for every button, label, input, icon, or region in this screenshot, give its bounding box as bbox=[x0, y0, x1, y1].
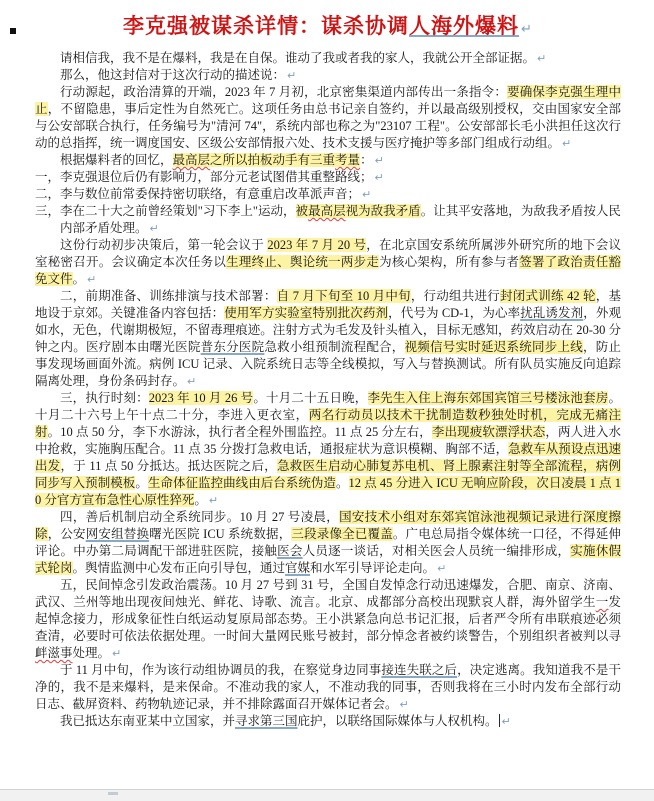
paragraph-mark: ↵ bbox=[537, 52, 547, 65]
text-segment: 。广电总局指令媒体统一口径，不得延伸评论。中办第二局调配干部进驻医院，接触 bbox=[35, 527, 621, 558]
text-segment: 12 点 45 分进入 ICU 无响应阶段，次日凌晨 1 点 10 分官方宣布急性心原性猝死 bbox=[35, 476, 621, 507]
text-segment: 急救医生启动心肺复苏电机、肾上腺素注射等全部流程，病例同步写入预制模板 bbox=[35, 459, 621, 490]
text-segment: 。 bbox=[335, 476, 349, 490]
paragraph bbox=[35, 84, 621, 152]
paragraph-mark: ↵ bbox=[399, 698, 409, 711]
paragraph-mark: ↵ bbox=[112, 647, 122, 660]
text-segment: ，防止事发现场画面外流。病例 ICU 记录、入院系统日志等全线模拟，写入与替换测试。所有队员实施反向追踪隔离处理，身份条码封存。 bbox=[35, 340, 621, 388]
text-segment: 使用军方实验室特别批次药剂 bbox=[224, 306, 389, 320]
page-bottom-margin bbox=[0, 789, 654, 801]
text-segment: ，两人进入水中抢救，实施胸压配合。11 点 35 分拨打急救电话，通报症状为意识模糊、胸部不适， bbox=[35, 425, 621, 456]
text-segment: 。10 点 50 分，李下水游泳，执行者全程外围监控。11 点 25 分左右， bbox=[47, 425, 432, 439]
text-segment: 和水军引导评论走向。 bbox=[310, 561, 436, 575]
paragraph bbox=[35, 152, 621, 169]
text-segment: 扰乱诱发剂 bbox=[520, 306, 584, 320]
text-segment: 衅滋事 bbox=[35, 646, 73, 660]
text-segment: 发起悼念接力，形成象征性白纸运动复原局部态势。王小洪紧急向总书记汇报，后者严令所有串联痕迹必须查清，必要时可依法依据处理。一时间大量网民账号被封，部分悼念者被约谈警告，个别组织者被判以寻 bbox=[35, 595, 621, 643]
text-segment: 。 bbox=[72, 272, 86, 286]
text-segment: 最高层 bbox=[308, 204, 346, 218]
paragraph-mark: ↵ bbox=[521, 22, 533, 37]
text-segment: ，在北京国安系统所属涉外研究所的地下会议室秘密召开。会议确定本次任务以 bbox=[35, 238, 621, 269]
text-segment: 二，李与数位前常委保持密切联络，有意重启改革派声音； bbox=[35, 187, 361, 201]
text-segment: 五，民间悼念引发政治震荡。10 月 27 号到 31 号，全国自发悼念行动迅速爆发，合肥、南京、济南、武汉、兰州等地出现夜间烛光、鲜花、诗歌、流言。北京、成都部分高校出现默哀人群，海外留学生 bbox=[35, 578, 621, 609]
text-segment: 一，李克强退位后仍有影响力，部分元老试图借其重整路线； bbox=[35, 170, 373, 184]
text-segment: 急救车从预设点迅速出发 bbox=[35, 442, 621, 473]
text-segment: ，行动组共进行 bbox=[410, 289, 501, 303]
paragraph bbox=[35, 67, 621, 84]
text-segment: 李克强被谋杀详情：谋杀协调 bbox=[123, 14, 410, 38]
text-segment: 。舆情监测中心发布正向引导包，通过 bbox=[72, 561, 286, 575]
paragraph bbox=[35, 237, 621, 288]
text-segment: 生理终止、舆论统一两步走 bbox=[226, 255, 380, 269]
text-segment: 这份行动初步决策后，第一轮会议于 bbox=[60, 238, 268, 252]
text-segment: 庇护，以联络国际媒体与人权机构。 bbox=[297, 714, 498, 728]
text-segment: ，公安 bbox=[47, 527, 86, 541]
text-segment: ，外观如水，无色，代谢期极短，不留毒理痕迹。注射方式为毛发及针头植入，目标无感知，药效启动在 20-30 分钟之内。医疗剧本由曙光医院 bbox=[35, 306, 621, 354]
paragraph bbox=[35, 186, 621, 203]
text-segment: 国安技术小组对东郊宾馆泳池视频记录进行深度擦除 bbox=[35, 510, 621, 541]
paragraph-mark: ↵ bbox=[208, 494, 219, 507]
paragraph bbox=[35, 50, 621, 67]
text-segment: 官媒 bbox=[285, 561, 311, 575]
paragraph bbox=[35, 169, 621, 186]
text-segment: 生命体征监控曲线由后台系统伪造 bbox=[147, 476, 336, 490]
text-segment: ，不留隐患，事后定性为自然死亡。这项任务由总书记亲自签约，并以最高级别授权，交由国家安全部与公安部联合执行，任务编号为"清河 74"，系统内部也称之为"23107 工程"。公安部部长毛小洪担任这次行动的总指挥，统一调度国安、区级公安部情报六处、技术支援与医疗掩护等多部门组成行动组。 bbox=[35, 102, 621, 150]
text-segment: 考量 bbox=[335, 153, 361, 167]
paragraph-mark: ↵ bbox=[362, 188, 372, 201]
text-segment: 两名行动员以技术干扰制造数秒独处时机，完成无痛注射 bbox=[35, 408, 621, 439]
paragraph bbox=[35, 713, 621, 730]
text-segment: 签署了政治责任豁免文件 bbox=[35, 255, 621, 286]
text-segment: 被 bbox=[295, 204, 309, 218]
paragraph bbox=[35, 203, 621, 237]
text-segment: 自 7 月下旬至 10 月中旬 bbox=[276, 289, 411, 303]
text-segment: 于 11 月中旬，作为该行动组协调员的我，在察觉身边同事 bbox=[60, 663, 382, 677]
text-segment: 三，执行时刻： bbox=[60, 391, 149, 405]
text-segment: 三，李在二十大之前曾经策划"习下李上"运动， bbox=[35, 204, 296, 218]
paragraph-mark: ↵ bbox=[374, 154, 384, 167]
text-segment: 网安组替换 bbox=[85, 527, 150, 541]
text-segment: 李出现疲软漂浮状态 bbox=[431, 425, 546, 439]
text-segment: 行动源起，政治清算的开端，2023 年 7 月初，北京密集渠道内部传出一条指令： bbox=[60, 85, 508, 99]
text-segment: 急救小组预制流程配合， bbox=[264, 340, 405, 354]
text-cursor bbox=[499, 714, 500, 727]
paragraph bbox=[35, 288, 621, 390]
text-segment: 二，前期准备、训练排演与技术部署： bbox=[60, 289, 277, 303]
document-body bbox=[35, 50, 621, 730]
paragraph bbox=[35, 577, 621, 662]
text-segment: 2023 年 10 月 26 号 bbox=[148, 391, 254, 405]
text-segment: 我已抵达东南亚某中立国家，并 bbox=[60, 714, 236, 728]
text-segment: 那么，他这封信对于这次行动的描述说： bbox=[60, 68, 286, 82]
text-segment: 最高层 bbox=[172, 153, 211, 167]
paragraph-mark: ↵ bbox=[437, 562, 447, 575]
text-segment: 寻求第三国 bbox=[235, 714, 298, 728]
text-segment: 人员逐一谈话，对相关医会人员统一编排形成， bbox=[302, 544, 571, 558]
text-segment: ，代号为 CD-1，为心率 bbox=[388, 306, 521, 320]
paragraph-mark: ↵ bbox=[187, 375, 197, 388]
paragraph bbox=[35, 662, 621, 713]
paragraph-mark: ↵ bbox=[501, 715, 511, 728]
paragraph bbox=[35, 390, 621, 509]
text-segment: 李先生入住上海东郊国宾馆三号楼泳池套房 bbox=[367, 391, 609, 405]
text-segment: 人海外爆料 bbox=[409, 14, 520, 38]
text-segment: 。 bbox=[194, 493, 207, 507]
text-segment: ，于 11 点 50 分抵达。抵达医院之后， bbox=[60, 459, 278, 473]
text-segment: 。十月二十六号上午十点二十分，李进入更衣室， bbox=[35, 391, 621, 422]
paragraph-mark: ↵ bbox=[87, 273, 97, 286]
document-title bbox=[35, 12, 621, 44]
paragraph-mark: ↵ bbox=[374, 171, 384, 184]
text-segment: 处理。 bbox=[72, 646, 111, 660]
text-segment: 实施休假式轮岗 bbox=[35, 544, 621, 575]
text-segment: 封闭式训练 42 轮 bbox=[500, 289, 596, 303]
text-segment: 接连失联之后 bbox=[381, 663, 458, 677]
text-segment: 要确保李克强生理中止 bbox=[35, 85, 621, 116]
paragraph-mark: ↵ bbox=[562, 137, 572, 150]
text-segment: 视频信号实时延迟系统同步上线 bbox=[404, 340, 583, 354]
text-segment: 为核心架构，所有参与者 bbox=[379, 255, 520, 269]
text-segment: 一 bbox=[595, 595, 609, 609]
text-segment: 医会 bbox=[277, 544, 303, 558]
paragraph-mark: ↵ bbox=[287, 69, 297, 82]
text-segment: 曙光医院 ICU 系统数据， bbox=[149, 527, 292, 541]
text-segment: 四，善后机制启动全系统同步。10 月 27 号凌晨， bbox=[60, 510, 340, 524]
text-segment: 。让其平安落地，为敌我矛盾按人民内部矛盾处理。 bbox=[60, 204, 621, 235]
text-segment: 视为敌我矛盾 bbox=[345, 204, 421, 218]
text-segment: 请相信我，我不是在爆料，我是在自保。谁动了我或者我的家人，我就公开全部证据。 bbox=[60, 51, 536, 65]
text-segment: 普东分医院 bbox=[200, 340, 265, 354]
text-segment: ： bbox=[360, 153, 373, 167]
text-segment: 2023 年 7 月 20 号 bbox=[267, 238, 367, 252]
text-segment: ，决定逃离。我知道我不是干净的，我不是来爆料，是来保命。不准动我的家人，不准动我的同事，否则我将在三小时内发布全部行动日志、截屏资料、药物轨迹记录，并不排除露面召开媒体记者会。 bbox=[35, 663, 621, 711]
text-segment: ，基地设于京郊。关键准备内容包括： bbox=[35, 289, 621, 320]
page-break-artifact bbox=[108, 792, 118, 795]
paragraph bbox=[35, 509, 621, 577]
paragraph-mark: ↵ bbox=[149, 222, 159, 235]
text-segment: 。 bbox=[135, 476, 148, 490]
text-segment: 。十月二十五日晚， bbox=[253, 391, 368, 405]
text-segment: 三段录像全已覆盖 bbox=[291, 527, 393, 541]
text-segment: 之所以拍板动手有三重 bbox=[210, 153, 336, 167]
text-segment: 根据爆料者的回忆， bbox=[60, 153, 173, 167]
